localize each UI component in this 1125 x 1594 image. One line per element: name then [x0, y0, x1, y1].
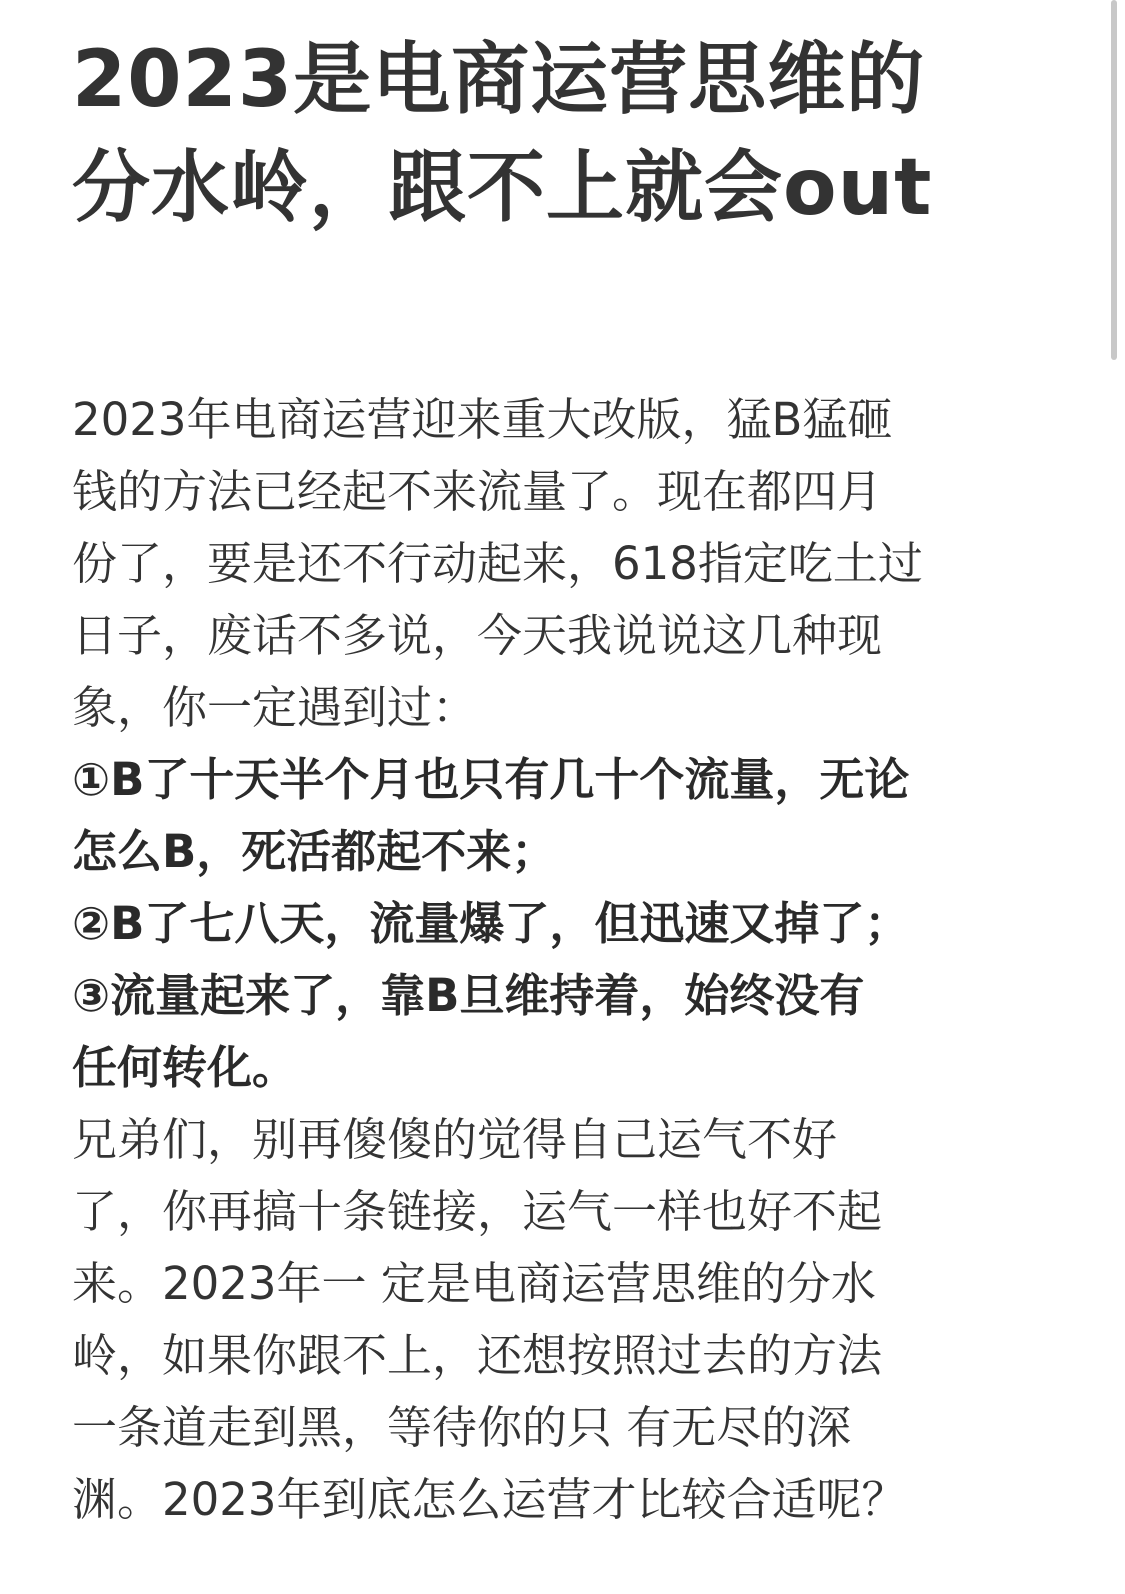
point-1-line-1: ①B了十天半个月也只有几十个流量，无论 — [72, 753, 910, 806]
body-line-4: 日子，废话不多说，今天我说说这几种现 — [72, 609, 883, 662]
body-line-2: 钱的方法已经起不来流量了。现在都四月 — [72, 465, 883, 518]
article-body — [72, 384, 1047, 1536]
body-line-14: 岭，如果你跟不上，还想按照过去的方法 — [72, 1329, 883, 1382]
article-title — [72, 26, 1032, 242]
body-line-1: 2023年电商运营迎来重大改版，猛B猛砸 — [72, 393, 893, 446]
body-line-11: 兄弟们，别再傻傻的觉得自己运气不好 — [72, 1113, 838, 1166]
point-3-line-1: ③流量起来了，靠B旦维持着，始终没有 — [72, 969, 865, 1022]
body-line-13: 来。2023年一 定是电商运营思维的分水 — [72, 1257, 876, 1310]
point-1-line-2: 怎么B，死活都起不来； — [72, 825, 557, 878]
point-3-line-2: 任何转化。 — [72, 1041, 298, 1094]
body-line-12: 了，你再搞十条链接，运气一样也好不起 — [72, 1185, 883, 1238]
body-line-3: 份了，要是还不行动起来，618指定吃土过 — [72, 537, 923, 590]
body-line-15: 一条道走到黑，等待你的只 有无尽的深 — [72, 1401, 852, 1454]
title-line-2: 分水岭，跟不上就会out — [72, 143, 933, 233]
point-2-line-1: ②B了七八天，流量爆了，但迅速又掉了； — [72, 897, 910, 950]
body-line-16: 渊。2023年到底怎么运营才比较合适呢？ — [72, 1473, 907, 1526]
body-line-5: 象，你一定遇到过： — [72, 681, 478, 734]
vertical-scrollbar[interactable] — [1111, 0, 1117, 360]
title-line-1: 2023是电商运营思维的 — [72, 35, 926, 125]
